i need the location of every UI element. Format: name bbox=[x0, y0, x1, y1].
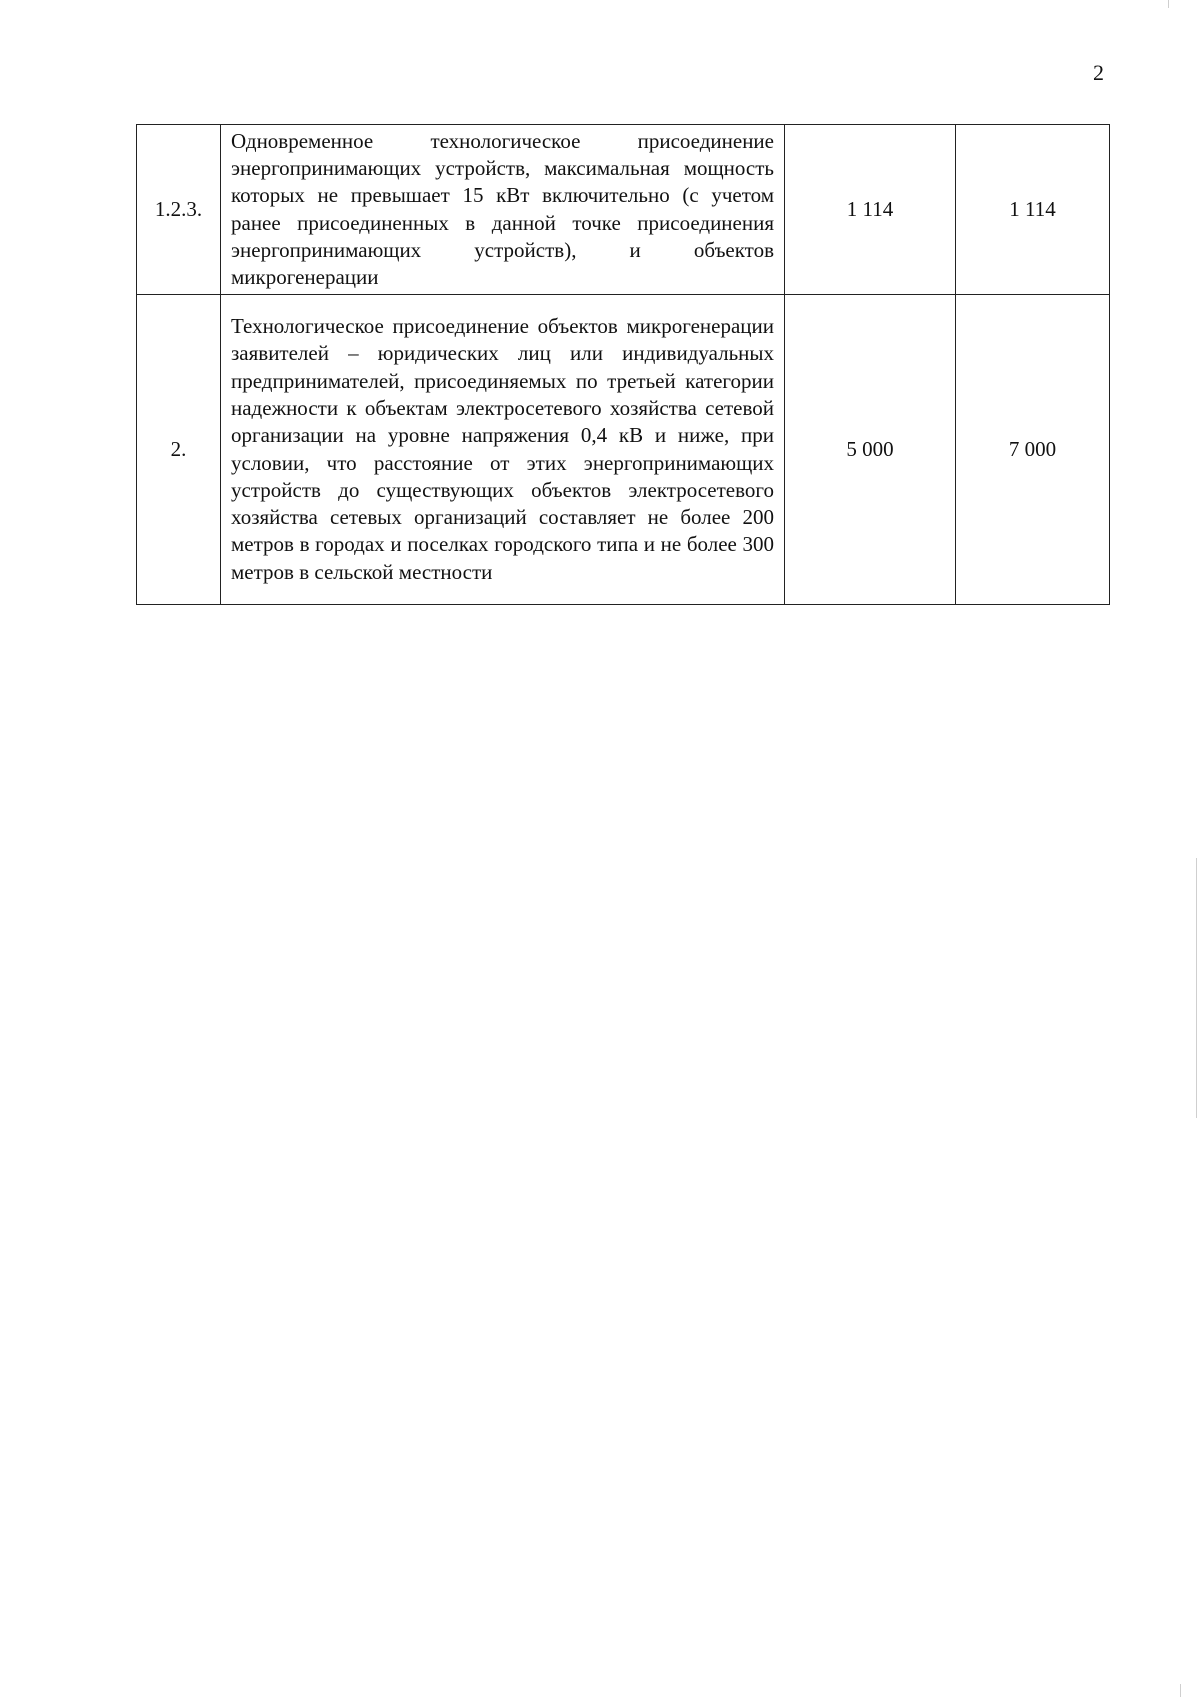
row-description bbox=[221, 125, 785, 295]
row-description-text: Одновременное технологическое присоединение энергопринимающих устройств, максимальная мощность которых не превышает 15 кВт включительно (с учетом ранее присоединенных в данной точке присоединения энергопринимающих устройств), и объектов микрогенерации bbox=[231, 128, 774, 290]
row-description bbox=[221, 295, 785, 605]
row-value-2: 1 114 bbox=[956, 125, 1110, 295]
row-value-1: 5 000 bbox=[785, 295, 956, 605]
row-description-text: Технологическое присоединение объектов микрогенерации заявителей – юридических лиц или индивидуальных предпринимателей, присоединяемых по третьей категории надежности к объектам электросетевого хозяйства сетевой организации на уровне напряжения 0,4 кВ и ниже, при условии, что расстояние от этих энергопринимающих устройств до существующих объектов электросетевого хозяйства сетевых организаций составляет не более 200 метров в городах и поселках городского типа и не более 300 метров в сельской местности bbox=[231, 314, 774, 584]
page-number: 2 bbox=[1093, 60, 1104, 85]
scan-edge-line bbox=[1196, 858, 1197, 1118]
table-row bbox=[137, 295, 1110, 605]
scan-edge-line bbox=[1180, 1684, 1181, 1697]
row-value-2: 7 000 bbox=[956, 295, 1110, 605]
tariff-table bbox=[136, 124, 1110, 605]
row-value-1: 1 114 bbox=[785, 125, 956, 295]
row-number: 1.2.3. bbox=[137, 125, 221, 295]
row-number: 2. bbox=[137, 295, 221, 605]
table-row bbox=[137, 125, 1110, 295]
scan-edge-line bbox=[1168, 0, 1169, 8]
